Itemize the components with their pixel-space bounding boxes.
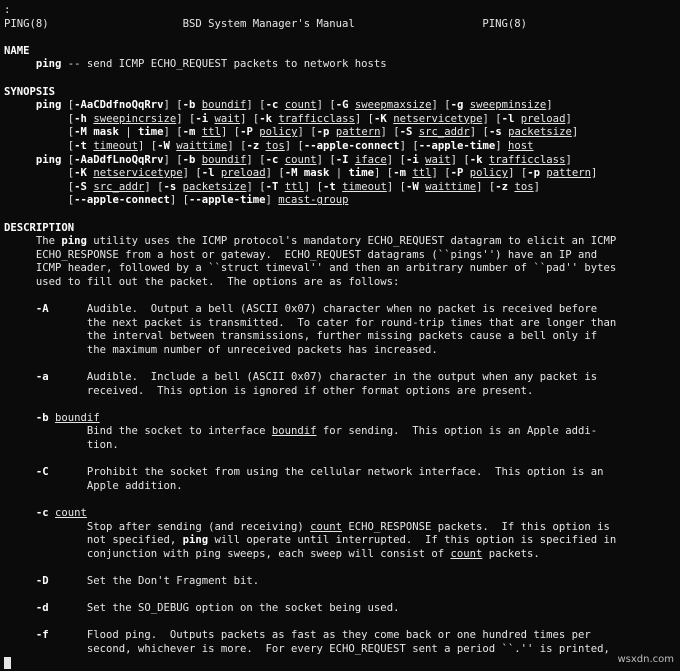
bold-text: -z: [495, 180, 509, 193]
bold-text: -l: [201, 167, 215, 180]
bold-text: --apple-connect: [303, 139, 400, 152]
underlined-argument: iface: [354, 153, 387, 166]
bold-text: -k: [469, 153, 483, 166]
bold-text: -h: [74, 112, 87, 125]
text-run: ]: [591, 167, 598, 180]
man-page-line: [4, 303, 676, 317]
man-page-line: [4, 140, 676, 154]
text-run: tion.: [4, 439, 119, 451]
text-run: ] [: [508, 167, 528, 180]
text-run: [: [61, 99, 75, 112]
underlined-argument: pattern: [335, 126, 381, 139]
text-run: |: [329, 167, 349, 180]
header-left: PING(8): [4, 17, 49, 30]
text-run: packets.: [482, 547, 540, 560]
bold-text: -b: [35, 411, 49, 424]
man-page-line: [4, 357, 676, 371]
underlined-argument: trafficclass: [278, 112, 355, 125]
underlined-argument: mcast-group: [278, 194, 349, 207]
text-run: ] [: [246, 99, 266, 112]
bold-text: -AaCDdfnoQqRrv: [74, 99, 164, 112]
underlined-argument: packetsize: [182, 180, 247, 193]
text-run: [4, 629, 36, 641]
header-center: BSD System Manager's Manual: [182, 17, 355, 30]
text-run: [: [4, 139, 75, 152]
underlined-argument: preload: [520, 112, 566, 125]
man-page-line: [4, 493, 676, 507]
underlined-argument: ttl: [201, 126, 221, 139]
section-heading-synopsis: SYNOPSIS: [4, 85, 56, 98]
man-page-line: [4, 507, 676, 521]
man-page-line: [4, 602, 676, 616]
man-page-line: [4, 194, 676, 208]
man-page-line: [4, 589, 676, 603]
text-cursor: [4, 657, 11, 669]
bold-text: -m: [182, 126, 196, 139]
bold-text: -p: [316, 126, 330, 139]
man-page-line: [4, 235, 676, 249]
text-run: ECHO_RESPONSE packets. If this option is: [342, 520, 610, 533]
text-run: [4, 99, 36, 111]
text-run: ] [: [354, 112, 375, 125]
man-page-line: [4, 371, 676, 385]
man-page-body: [4, 99, 676, 656]
bold-text: ping: [61, 235, 87, 248]
man-page-line: [4, 453, 676, 467]
text-run: the interval between transmissions, further missing packets cause a bell only if: [4, 330, 598, 343]
man-page-line: [4, 439, 676, 453]
text-run: [: [4, 167, 75, 180]
underlined-argument: tos: [514, 180, 534, 193]
underlined-argument: timeout: [93, 139, 138, 152]
bold-text: -G: [335, 99, 349, 112]
text-run: [: [4, 126, 75, 139]
text-run: ]: [265, 194, 279, 207]
text-run: ]: [546, 99, 553, 112]
bold-text: -t: [74, 139, 87, 152]
text-run: utility uses the ICMP protocol's mandatory ECHO_REQUEST datagram to elicit an ICMP: [86, 235, 617, 248]
text-run: ]: [533, 180, 540, 193]
text-run: ] [: [399, 139, 419, 152]
text-run: ] [: [476, 180, 496, 193]
bold-text: -b: [182, 153, 196, 166]
bold-text: -t: [323, 180, 336, 193]
text-run: ] [: [137, 139, 158, 152]
bold-text: DESCRIPTION: [4, 221, 75, 234]
underlined-argument: host: [508, 139, 534, 152]
bold-text: -c: [265, 99, 279, 112]
text-run: ] [: [303, 180, 324, 193]
underlined-argument: count: [284, 153, 317, 166]
underlined-argument: wait: [425, 153, 451, 166]
text-run: ] [: [297, 126, 317, 139]
man-page-line: [4, 181, 676, 195]
bold-text: -C: [35, 466, 49, 479]
text-run: conjunction with ping sweeps, each sweep will consist of: [4, 547, 451, 560]
text-run: Stop after sending (and receiving): [4, 520, 311, 533]
man-page-line: [4, 249, 676, 263]
text-run: received. This option is ignored if other format options are present.: [4, 384, 534, 397]
name-command: ping: [35, 58, 62, 71]
text-run: ] [: [163, 153, 183, 166]
underlined-argument: ttl: [284, 180, 304, 193]
bold-text: -K: [374, 112, 387, 125]
text-run: ] [: [431, 167, 451, 180]
man-page-line: [4, 289, 676, 303]
bold-text: -d: [35, 602, 49, 615]
text-run: [: [4, 180, 75, 193]
text-run: ] [: [431, 99, 451, 112]
man-page-line: [4, 344, 676, 358]
man-page-line: [4, 575, 676, 589]
underlined-argument: wait: [214, 112, 241, 125]
bold-text: time: [137, 126, 164, 139]
bold-text: -P: [240, 126, 253, 139]
underlined-argument: sweepminsize: [469, 99, 547, 112]
bold-text: -s: [488, 126, 502, 139]
text-run: ] [: [240, 112, 260, 125]
man-page-line: [4, 616, 676, 630]
man-page-line: [4, 466, 676, 480]
pager-prompt: :: [4, 4, 11, 16]
text-run: [4, 154, 36, 166]
text-run: |: [118, 126, 138, 139]
bold-text: -g: [450, 99, 464, 112]
bold-text: --apple-time: [418, 139, 496, 152]
bold-text: -W: [157, 139, 170, 152]
text-run: the maximum number of unreceived packets has increased.: [4, 343, 438, 356]
bold-text: -D: [35, 574, 49, 587]
underlined-argument: boundif: [271, 425, 317, 438]
text-run: ] [: [220, 126, 241, 139]
bold-text: -M: [284, 167, 298, 180]
man-page-line: [4, 425, 676, 439]
bold-text: ping: [35, 99, 62, 112]
text-run: ECHO_RESPONSE from a host or gateway. ECHO_REQUEST datagrams (``pings'') have an IP and: [4, 248, 598, 261]
man-page-header: [4, 18, 676, 32]
underlined-argument: sweepmaxsize: [354, 99, 432, 112]
underlined-argument: boundif: [201, 153, 247, 166]
man-page-line: [4, 385, 676, 399]
bold-text: -i: [405, 153, 419, 166]
bold-text: -i: [195, 112, 209, 125]
bold-text: -z: [246, 139, 260, 152]
underlined-argument: boundif: [55, 411, 100, 424]
text-run: [4, 412, 36, 424]
text-run: [: [61, 153, 75, 166]
underlined-argument: netservicetype: [393, 112, 483, 125]
text-run: The: [4, 235, 62, 248]
underlined-argument: src_addr: [418, 126, 470, 139]
man-page-line: [4, 99, 676, 113]
bold-text: -S: [399, 126, 413, 139]
underlined-argument: netservicetype: [93, 167, 183, 180]
text-run: Flood ping. Outputs packets as fast as they come back or one hundred times per: [48, 629, 591, 642]
underlined-argument: tos: [265, 139, 285, 152]
text-run: ]: [565, 153, 572, 166]
man-page-line: [4, 398, 676, 412]
text-run: ] [: [163, 99, 183, 112]
underlined-argument: policy: [469, 167, 509, 180]
underlined-argument: policy: [259, 126, 298, 139]
underlined-argument: count: [55, 506, 87, 519]
text-run: [: [4, 112, 75, 125]
name-line: [4, 58, 676, 72]
underlined-argument: count: [450, 547, 483, 560]
man-page-line: [4, 561, 676, 575]
underlined-argument: timeout: [342, 180, 387, 193]
text-run: [4, 303, 36, 315]
bold-text: -l: [501, 112, 515, 125]
bold-text: -b: [182, 99, 196, 112]
bold-text: -W: [405, 180, 419, 193]
bold-text: -A: [35, 303, 49, 316]
text-run: ] [: [144, 180, 164, 193]
bold-text: -f: [35, 629, 49, 642]
text-run: ] [: [169, 194, 189, 207]
bold-text: -AaDdfLnoQqRrv: [74, 153, 164, 166]
name-description: -- send ICMP ECHO_REQUEST packets to network hosts: [61, 58, 387, 71]
text-run: ] [: [380, 126, 400, 139]
bold-text: -S: [74, 180, 87, 193]
text-run: for sending. This option is an Apple addi-: [316, 425, 598, 438]
man-page-line: [4, 534, 676, 548]
pager-input-line[interactable]: [4, 657, 676, 671]
underlined-argument: sweepincrsize: [93, 112, 177, 125]
bold-text: -I: [335, 153, 349, 166]
text-run: will operate until interrupted. If this option is specified in: [208, 534, 617, 547]
text-run: ] [: [182, 167, 202, 180]
text-run: ] [: [227, 139, 247, 152]
bold-text: -P: [450, 167, 464, 180]
man-page-line: [4, 262, 676, 276]
text-run: second, whichever is more. For every ECHO_REQUEST sent a period ``.'' is printed,: [4, 642, 610, 655]
man-page-line: [4, 113, 676, 127]
text-run: the next packet is transmitted. To cater for round-trip times that are longer than: [4, 316, 617, 329]
man-page-line: [4, 167, 676, 181]
man-page-line: [4, 548, 676, 562]
watermark: wsxdn.com: [617, 654, 674, 666]
bold-text: -a: [35, 371, 49, 384]
text-run: ] [: [284, 139, 304, 152]
text-run: [4, 507, 36, 519]
text-run: [4, 371, 36, 383]
text-run: ] [: [386, 180, 406, 193]
underlined-argument: src_addr: [93, 180, 145, 193]
man-page-line: [4, 154, 676, 168]
text-run: ] [: [163, 126, 183, 139]
text-run: used to fill out the packet. The options are as follows:: [4, 275, 400, 288]
text-run: Prohibit the socket from using the cellular network interface. This option is an: [48, 466, 604, 479]
bold-text: -M: [74, 126, 87, 139]
text-run: ] [: [265, 167, 285, 180]
text-run: Bind the socket to interface: [4, 425, 272, 438]
text-run: Set the SO_DEBUG option on the socket being used.: [48, 602, 400, 615]
bold-text: -k: [259, 112, 272, 125]
man-page-line: [4, 317, 676, 331]
underlined-argument: boundif: [201, 99, 247, 112]
underlined-argument: count: [310, 520, 343, 533]
bold-text: -m: [393, 167, 406, 180]
bold-text: -K: [74, 167, 87, 180]
bold-text: ping: [182, 534, 209, 547]
underlined-argument: waittime: [425, 180, 477, 193]
text-run: ] [: [246, 180, 266, 193]
text-run: ] [: [469, 126, 489, 139]
text-run: ] [: [176, 112, 196, 125]
bold-text: time: [348, 167, 375, 180]
man-page-line: [4, 330, 676, 344]
text-run: ] [: [316, 99, 336, 112]
underlined-argument: trafficclass: [488, 153, 566, 166]
underlined-argument: ttl: [412, 167, 432, 180]
text-run: ICMP header, followed by a ``struct timeval'' and then an arbitrary number of ``pad'' bytes: [4, 262, 617, 275]
text-run: ] [: [316, 153, 336, 166]
underlined-argument: waittime: [176, 139, 228, 152]
underlined-argument: count: [284, 99, 317, 112]
text-run: [4, 575, 36, 587]
bold-text: mask: [93, 126, 119, 139]
text-run: ] [: [482, 112, 502, 125]
text-run: [4, 466, 36, 478]
man-page-line: [4, 412, 676, 426]
text-run: ] [: [246, 153, 266, 166]
text-run: ]: [565, 112, 572, 125]
man-page-line: [4, 208, 676, 222]
bold-text: -p: [527, 167, 540, 180]
text-run: Set the Don't Fragment bit.: [48, 574, 260, 587]
underlined-argument: preload: [220, 167, 266, 180]
man-page-line: [4, 643, 676, 657]
bold-text: -s: [163, 180, 177, 193]
text-run: ] [: [386, 153, 406, 166]
man-page-line: [4, 126, 676, 140]
text-run: ]: [571, 126, 579, 139]
bold-text: mask: [303, 167, 330, 180]
text-run: ] [: [450, 153, 470, 166]
text-run: ]: [495, 139, 509, 152]
text-run: ] [: [374, 167, 394, 180]
text-run: [4, 602, 36, 614]
bold-text: -T: [265, 180, 279, 193]
section-heading-name: NAME: [4, 44, 30, 57]
man-page-line: [4, 276, 676, 290]
man-page-line: [4, 222, 676, 236]
text-run: Audible. Include a bell (ASCII 0x07) character in the output when any packet is: [48, 371, 598, 384]
header-right: PING(8): [482, 17, 528, 30]
text-run: Apple addition.: [4, 479, 183, 492]
text-run: Audible. Output a bell (ASCII 0x07) character when no packet is received before: [48, 303, 598, 316]
man-page-line: [4, 521, 676, 535]
text-run: [: [4, 194, 75, 207]
bold-text: -c: [35, 506, 49, 519]
underlined-argument: pattern: [546, 167, 592, 180]
bold-text: --apple-connect: [74, 194, 170, 207]
bold-text: -c: [265, 153, 279, 166]
underlined-argument: packetsize: [508, 126, 572, 139]
man-page-line: [4, 480, 676, 494]
bold-text: ping: [35, 153, 62, 166]
man-page-line: [4, 629, 676, 643]
bold-text: --apple-time: [188, 194, 266, 207]
text-run: not specified,: [4, 534, 183, 547]
